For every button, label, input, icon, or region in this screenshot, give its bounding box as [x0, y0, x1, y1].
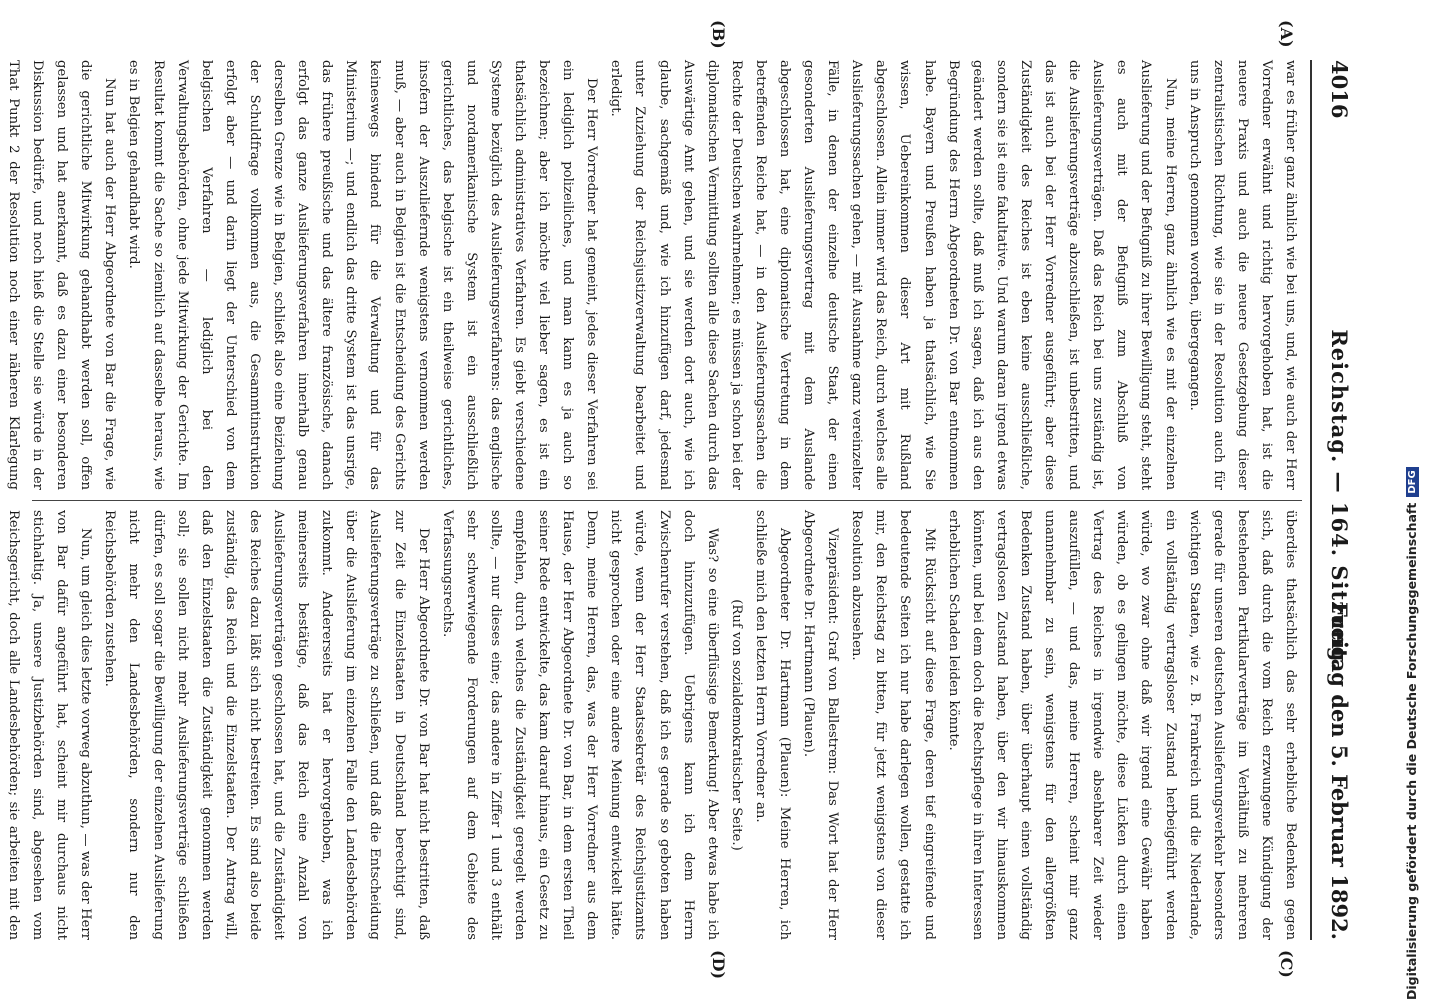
paragraph: Was? so eine überflüssige Bemerkung! Aber etwas habe ich doch hinzuzufügen. Uebrigens kann ich dem Herrn Zwischenrufer verstehen, daß ich es gerade so geboten haben würde, wenn der Herr Staatssekretär des Reichsjustizamts nicht gesprochen oder eine andere Meinung entwickelt hätte. Denn, meine Herren, das, was der Herr Vorredner aus dem Hause, der Herr Abgeordnete Dr. von Bar, in dem ersten Theil seiner Rede entwickelte, das kam darauf hinaus, ein Gesetz zu empfehlen, durch welches die Zuständigkeit geregelt werden sollte, — nur dieses eine; das andere in Ziffer 1 und 3 enthält sehr schwerwiegende Forderungen auf dem Gebiete des Verfassungsrechts.: [439, 510, 720, 940]
paragraph: Nun, meine Herren, ganz ähnlich wie es mit der einzelnen Auslieferung und der Befugniß zu ihrer Bewilligung steht, steht es auch mit der Befugniß zum Abschluß von Auslieferungsverträgen. Daß das Reich bei uns zuständig ist, die Auslieferungsverträge abzuschließen, ist unbestritten, und das ist auch bei der Herr Vorredner ausgeführt; aber diese Zuständigkeit des Reiches ist eben keine ausschließliche, sondern sie ist eine fakultative. Und warum daran irgend etwas geändert werden sollte, daß muß ich sagen, daß ich aus den Begründung des Herrn Abgeordneten Dr. von Bar entnommen habe. Bayern und Preußen haben ja thatsächlich, wie Sie wissen, Uebereinkommen dieser Art mit Rußland abgeschlossen. Allein immer wird das Reich, durch welches alle Auslieferungssachen gehen, — mit Ausnahme ganz vereinzelter Fälle, in denen der einzelne deutsche Staat, der einen gesonderten Auslieferungsvertrag mit dem Auslande abgeschlossen hat, eine diplomatische Vertretung in dem betreffenden Reiche hat, — in den Auslieferungssachen die Rechte der Deutschen wahrnehmen; es müssen ja schon bei der diplomatischen Vermittlung sollten alle diese Sachen durch das Auswärtige Amt gehen, und sie werden dort auch, wie ich glaube, sachgemäß und, wie ich hinzufügen darf, jedesmal unter Zuziehung der Reichsjustizverwaltung bearbeitet und erledigt.: [608, 60, 1178, 490]
paragraph: Nun, um gleich dies letzte vorweg abzuthun, — was der Herr von Bar dafür angeführt hat, scheint mir durchaus nicht stichhaltig. Ja, unsere Justizbehörden sind, abgesehen vom Reichsgericht, doch alle Landesbehörden; sie arbeiten mit den: [6, 510, 94, 940]
right-text-column: [6, 510, 1302, 940]
column-divider: [32, 500, 1302, 501]
margin-mark-b: (B): [709, 20, 728, 49]
paragraph: Der Herr Abgeordnete Dr. von Bar hat nicht bestritten, daß zur Zeit die Einzelstaaten in Deutschland berechtigt sind, Auslieferungsverträge zu schließen, und daß die Entscheidung über die Auslieferung im einzelnen Falle den Landesbehörden zukommt. Andererseits hat er hervorgehoben, was ich meinerseits bestätige, daß das Reich eine Anzahl von Auslieferungsverträgen geschlossen hat, und die Zuständigkeit des Reiches dazu läßt sich nicht bestreiten. Es sind also beide zuständig, das Reich und die Einzelstaaten. Der Antrag will, daß den Einzelstaaten die Zuständigkeit genommen werden soll; sie sollen nicht mehr Auslieferungsverträge schließen dürfen, es soll sogar die Bewilligung der einzelnen Auslieferung nicht mehr den Landesbehörden, sondern nur den Reichsbehörden zustehen.: [102, 510, 431, 940]
session-title: Reichstag. — 164. Sitzung.: [1327, 329, 1352, 671]
margin-mark-c: (C): [1277, 950, 1296, 978]
margin-mark-d: (D): [709, 950, 728, 980]
header-rule: [1310, 60, 1312, 940]
paragraph: Nun hat auch der Herr Abgeordnete von Bar die Frage, wie die gerichtliche Mitwirkung gehandhabt werden soll, offen gelassen und hat anerkannt, daß es dazu einer besonderen Diskussion bedürfe, und noch hieß die Stelle sie würde in der That Punkt 2 der Resolution noch einer näheren Klarlegung: [6, 60, 118, 490]
paragraph: Vizepräsident: Graf von Ballestrem: Das Wort hat der Herr Abgeordnete Dr. Hartmann (Plauen).: [801, 510, 841, 940]
paragraph: (Ruf von sozialdemokratischer Seite.): [728, 599, 744, 851]
paragraph: Der Herr Vorredner hat gemeint, jedes dieser Verfahren sei ein lediglich polizeiliches, und man kann es ja auch so bezeichnen; aber ich möchte viel lieber sagen, es ist ein thatsächlich administratives Verfahren. Es giebt verschiedene Systeme bezüglich des Auslieferungsverfahrens: das englische und nordamerikanische System ist ein ausschließlich gerichtliches, das belgische ist ein theilweise gerichtliches, insofern der Auszuliefernde wenigstens vernommen werden muß, — aber auch in Belgien ist die Entscheidung des Gerichts keineswegs bindend für die Verwaltung und für das Ministerium —; und endlich das dritte System ist das unsrige, das frühere preußische und das ältere französische, danach erfolgt das ganze Auslieferungsverfahren innerhalb genau derselben Grenze wie in Belgien, schließt also eine Beiziehung der Schuldfrage vollkommen aus, die Gesammtinstruktion erfolgt aber — und darin liegt der Unterschied von dem belgischen Verfahren — lediglich bei den Verwaltungsbehörden, ohne jede Mitwirkung der Gerichte. Im Resultat kommt die Sache so ziemlich auf dasselbe heraus, wie es in Belgien gehandhabt wird.: [126, 60, 600, 490]
dfg-logo: DFG: [1406, 467, 1419, 496]
margin-mark-a: (A): [1277, 20, 1296, 48]
paragraph: überdies thatsächlich das sehr erhebliche Bedenken gegen sich, daß durch die vom Reich erzwungene Kündigung der bestehenden Partikularverträge im Verhältniß zu mehreren gerade für unseren deutschen Auslieferungsverkehr besonders wichtigen Staaten, wie z. B. Frankreich und die Niederlande, ein vollständig vertragsloser Zustand herbeigeführt werden würde, wo zwar ohne daß wir irgend eine Gewähr haben würden, ob es gelingen möchte, diese Lücken durch einen Vertrag des Reiches in irgendwie absehbarer Zeit wieder auszufüllen, — und das, meine Herren, scheint mir ganz unannehmbar zu sein, wenigstens für den allergrößten Bedenken Zustand haben, über überhaupt einen vollständig vertragslosen Zustand haben, über den wir hinauskommen könnten, und bei dem doch die Rechtspflege in ihren Interessen erheblichen Schaden leiden könnte.: [945, 510, 1298, 940]
paragraph: Abgeordneter Dr. Hartmann (Plauen): Meine Herren, ich schließe mich den letzten Herrn Vorredner an.: [752, 510, 793, 940]
paragraph: war es früher ganz ähnlich wie bei uns, und, wie auch der Herr Vorredner erwähnt und richtig hervorgehoben hat, ist die neuere Praxis und auch die neuere Gesetzgebung dieser zentralistischen Richtung, wie sie in der Resolution auch für uns in Anspruch genommen worden, übergegangen.: [1186, 60, 1298, 490]
page-number: 4016: [1327, 60, 1352, 119]
paragraph: Mit Rücksicht auf diese Frage, deren tief eingreifende und bedeutende Seiten ich nur habe darlegen wollen, gestatte ich mir, den Reichstag zu bitten, für jetzt wenigstens von dieser Resolution abzusehen.: [849, 510, 937, 940]
digitization-credit: [1404, 0, 1428, 1000]
credit-text: Digitalisierung gefördert durch die Deutsche Forschungsgemeinschaft: [1404, 502, 1419, 1000]
left-text-column: [6, 60, 1302, 490]
session-date: Freitag den 5. Februar 1892.: [1327, 602, 1352, 940]
page-header: [1318, 60, 1358, 940]
